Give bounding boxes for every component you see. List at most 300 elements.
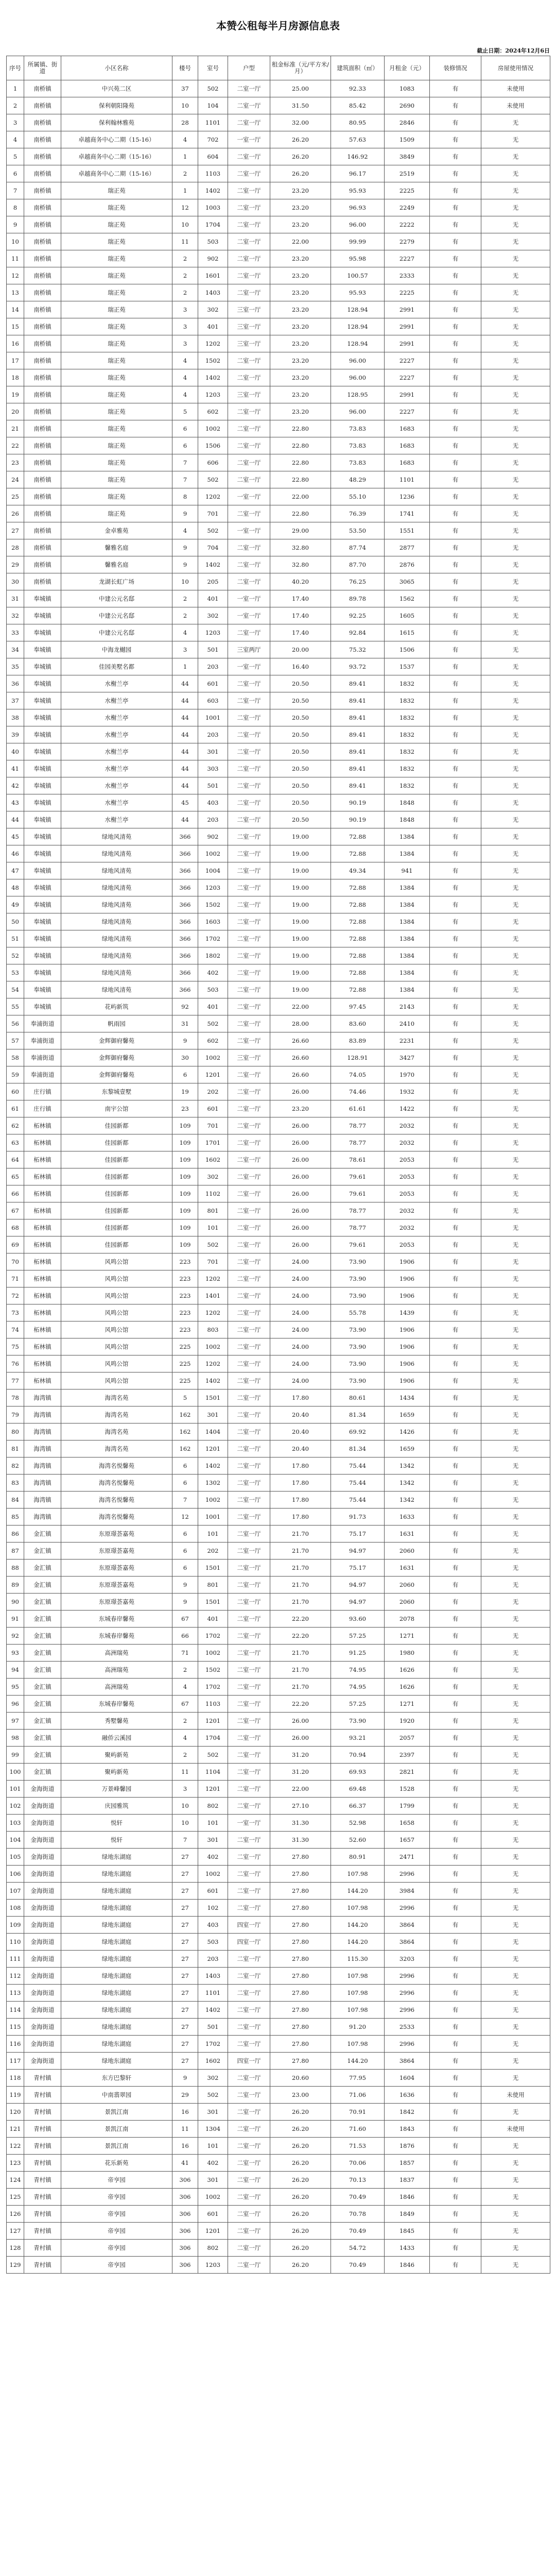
cell-decoration: 有 <box>430 1594 481 1611</box>
cell-decoration: 有 <box>430 2036 481 2053</box>
cell-monthly-rent: 2846 <box>385 114 430 131</box>
cell-rent-standard: 22.00 <box>270 233 331 250</box>
cell-usage: 无 <box>481 1440 550 1458</box>
cell-monthly-rent: 3864 <box>385 2053 430 2070</box>
cell-monthly-rent: 2032 <box>385 1219 430 1236</box>
cell-usage: 无 <box>481 1066 550 1083</box>
cell-area: 96.00 <box>331 369 385 386</box>
cell-community: 风鸣公馆 <box>61 1253 172 1270</box>
cell-building: 4 <box>172 1730 198 1747</box>
cell-town: 南桥镇 <box>24 233 61 250</box>
cell-decoration: 有 <box>430 369 481 386</box>
cell-monthly-rent: 1906 <box>385 1270 430 1287</box>
cell-building: 27 <box>172 1900 198 1917</box>
cell-decoration: 有 <box>430 1372 481 1389</box>
cell-monthly-rent: 1384 <box>385 930 430 947</box>
cell-room: 606 <box>198 454 228 471</box>
cell-building: 306 <box>172 2172 198 2189</box>
cell-room: 1203 <box>198 624 228 641</box>
cell-usage: 无 <box>481 1423 550 1440</box>
cell-building: 9 <box>172 556 198 573</box>
cell-index: 32 <box>7 607 24 624</box>
cell-index: 33 <box>7 624 24 641</box>
cell-layout: 二室一厅 <box>228 2087 270 2104</box>
cell-index: 91 <box>7 1611 24 1628</box>
cell-building: 366 <box>172 913 198 930</box>
cell-monthly-rent: 1683 <box>385 420 430 437</box>
cell-index: 42 <box>7 777 24 794</box>
cell-community: 东方巴黎轩 <box>61 2070 172 2087</box>
cell-area: 75.44 <box>331 1475 385 1492</box>
cell-community: 帝亨园 <box>61 2257 172 2274</box>
cell-area: 72.88 <box>331 913 385 930</box>
cell-usage: 未使用 <box>481 80 550 97</box>
cell-room: 1704 <box>198 1730 228 1747</box>
cell-area: 80.61 <box>331 1389 385 1406</box>
cell-building: 366 <box>172 947 198 964</box>
cell-room: 1702 <box>198 2036 228 2053</box>
cell-town: 金汇镇 <box>24 1730 61 1747</box>
cell-usage: 无 <box>481 1951 550 1968</box>
cell-index: 51 <box>7 930 24 947</box>
cell-index: 27 <box>7 522 24 539</box>
cell-area: 92.25 <box>331 607 385 624</box>
cell-building: 27 <box>172 1968 198 1985</box>
cell-room: 1003 <box>198 199 228 216</box>
cell-community: 绿地东湖庭 <box>61 2053 172 2070</box>
cell-rent-standard: 23.20 <box>270 301 331 318</box>
cell-layout: 二室一厅 <box>228 1696 270 1713</box>
cell-town: 奉浦街道 <box>24 1032 61 1049</box>
cell-community: 东黎城壹墅 <box>61 1083 172 1100</box>
cell-town: 南桥镇 <box>24 352 61 369</box>
cell-layout: 二室一厅 <box>228 845 270 862</box>
cell-community: 绿地东湖庭 <box>61 1866 172 1883</box>
cell-index: 109 <box>7 1917 24 1934</box>
cell-rent-standard: 21.70 <box>270 1543 331 1560</box>
cell-town: 奉浦街道 <box>24 1049 61 1066</box>
cell-rent-standard: 23.20 <box>270 284 331 301</box>
cell-layout: 二室一厅 <box>228 1168 270 1185</box>
cell-decoration: 有 <box>430 335 481 352</box>
cell-index: 98 <box>7 1730 24 1747</box>
cell-decoration: 有 <box>430 488 481 505</box>
cell-usage: 无 <box>481 1679 550 1696</box>
cell-room: 601 <box>198 675 228 692</box>
cell-usage: 无 <box>481 539 550 556</box>
header-monthly-rent: 月租金（元） <box>385 56 430 80</box>
cell-area: 144.20 <box>331 1917 385 1934</box>
cell-monthly-rent: 1631 <box>385 1560 430 1577</box>
cell-community: 高洲瑞苑 <box>61 1645 172 1662</box>
cell-community: 中建公元名邸 <box>61 590 172 607</box>
table-row <box>7 2036 550 2053</box>
cell-town: 金汇镇 <box>24 1747 61 1764</box>
cell-town: 柘林镇 <box>24 1236 61 1253</box>
cell-town: 奉城镇 <box>24 845 61 862</box>
cell-room: 1203 <box>198 2257 228 2274</box>
cell-room: 1501 <box>198 1389 228 1406</box>
cell-community: 水榭兰亭 <box>61 760 172 777</box>
cell-area: 80.95 <box>331 114 385 131</box>
table-row <box>7 454 550 471</box>
cell-community: 绿地东湖庭 <box>61 1883 172 1900</box>
cell-index: 24 <box>7 471 24 488</box>
cell-building: 366 <box>172 896 198 913</box>
cell-index: 122 <box>7 2138 24 2155</box>
cell-rent-standard: 31.30 <box>270 1832 331 1849</box>
cell-rent-standard: 20.50 <box>270 811 331 828</box>
table-row <box>7 981 550 998</box>
cell-community: 瑞正苑 <box>61 318 172 335</box>
cell-building: 306 <box>172 2240 198 2257</box>
cell-index: 80 <box>7 1423 24 1440</box>
cell-community: 绿地东湖庭 <box>61 1849 172 1866</box>
header-area: 建筑面积（㎡） <box>331 56 385 80</box>
cell-usage: 无 <box>481 2002 550 2019</box>
cell-town: 金海街道 <box>24 2053 61 2070</box>
cell-monthly-rent: 1906 <box>385 1372 430 1389</box>
cell-index: 8 <box>7 199 24 216</box>
table-row <box>7 2206 550 2223</box>
cell-usage: 无 <box>481 709 550 726</box>
cell-index: 90 <box>7 1594 24 1611</box>
cell-rent-standard: 26.20 <box>270 2240 331 2257</box>
cell-decoration: 有 <box>430 930 481 947</box>
cell-area: 70.94 <box>331 1747 385 1764</box>
cell-rent-standard: 19.00 <box>270 930 331 947</box>
cell-monthly-rent: 1832 <box>385 675 430 692</box>
cell-index: 67 <box>7 1202 24 1219</box>
cell-rent-standard: 21.70 <box>270 1679 331 1696</box>
cell-decoration: 有 <box>430 1662 481 1679</box>
cell-layout: 二室一厅 <box>228 233 270 250</box>
cell-area: 70.78 <box>331 2206 385 2223</box>
cell-town: 南桥镇 <box>24 556 61 573</box>
cell-usage: 无 <box>481 1321 550 1338</box>
cell-usage: 无 <box>481 1645 550 1662</box>
cell-usage: 无 <box>481 2206 550 2223</box>
cell-community: 绿地风清苑 <box>61 862 172 879</box>
cell-layout: 二室一厅 <box>228 709 270 726</box>
cell-monthly-rent: 2053 <box>385 1236 430 1253</box>
table-row <box>7 1577 550 1594</box>
cell-room: 1502 <box>198 896 228 913</box>
cell-rent-standard: 32.80 <box>270 556 331 573</box>
cell-monthly-rent: 1832 <box>385 709 430 726</box>
cell-decoration: 有 <box>430 1985 481 2002</box>
cell-index: 77 <box>7 1372 24 1389</box>
cell-room: 1002 <box>198 1866 228 1883</box>
cell-rent-standard: 21.70 <box>270 1526 331 1543</box>
cell-layout: 二室一厅 <box>228 1066 270 1083</box>
cell-index: 64 <box>7 1151 24 1168</box>
cell-building: 19 <box>172 1083 198 1100</box>
cell-room: 1002 <box>198 1049 228 1066</box>
cell-usage: 无 <box>481 573 550 590</box>
cell-room: 502 <box>198 2087 228 2104</box>
cell-area: 91.25 <box>331 1645 385 1662</box>
cell-building: 223 <box>172 1270 198 1287</box>
table-row <box>7 1815 550 1832</box>
table-row <box>7 1543 550 1560</box>
cell-monthly-rent: 2471 <box>385 1849 430 1866</box>
table-row <box>7 335 550 352</box>
cell-area: 69.48 <box>331 1781 385 1798</box>
cell-town: 青村镇 <box>24 2240 61 2257</box>
cell-monthly-rent: 2821 <box>385 1764 430 1781</box>
cell-area: 107.98 <box>331 2002 385 2019</box>
table-row <box>7 930 550 947</box>
cell-town: 柘林镇 <box>24 1304 61 1321</box>
cell-town: 南桥镇 <box>24 403 61 420</box>
cell-usage: 无 <box>481 641 550 658</box>
cell-decoration: 有 <box>430 845 481 862</box>
cell-layout: 二室一厅 <box>228 726 270 743</box>
table-row <box>7 250 550 267</box>
cell-community: 景凯江南 <box>61 2138 172 2155</box>
cell-layout: 二室一厅 <box>228 2104 270 2121</box>
cell-usage: 无 <box>481 1577 550 1594</box>
cell-monthly-rent: 1236 <box>385 488 430 505</box>
cell-area: 93.60 <box>331 1611 385 1628</box>
cell-building: 109 <box>172 1185 198 1202</box>
cell-decoration: 有 <box>430 1679 481 1696</box>
header-room: 室号 <box>198 56 228 80</box>
cell-monthly-rent: 1342 <box>385 1475 430 1492</box>
cell-community: 聚屿新苑 <box>61 1747 172 1764</box>
cell-index: 23 <box>7 454 24 471</box>
table-row <box>7 1849 550 1866</box>
cell-usage: 无 <box>481 352 550 369</box>
cell-monthly-rent: 2876 <box>385 556 430 573</box>
cell-community: 卓越商务中心二期（15-16） <box>61 131 172 148</box>
table-row <box>7 641 550 658</box>
cell-rent-standard: 23.20 <box>270 403 331 420</box>
cell-monthly-rent: 1658 <box>385 1815 430 1832</box>
cell-room: 101 <box>198 1219 228 1236</box>
table-row <box>7 97 550 114</box>
cell-usage: 无 <box>481 148 550 165</box>
cell-room: 601 <box>198 2206 228 2223</box>
cell-index: 56 <box>7 1015 24 1032</box>
cell-room: 1401 <box>198 1287 228 1304</box>
cell-monthly-rent: 1970 <box>385 1066 430 1083</box>
cell-layout: 二室一厅 <box>228 437 270 454</box>
cell-town: 金汇镇 <box>24 1696 61 1713</box>
cell-layout: 一室一厅 <box>228 590 270 607</box>
cell-decoration: 有 <box>430 862 481 879</box>
table-row <box>7 1287 550 1304</box>
cell-layout: 二室一厅 <box>228 1662 270 1679</box>
cell-layout: 二室一厅 <box>228 1781 270 1798</box>
cell-layout: 二室一厅 <box>228 1492 270 1509</box>
cell-building: 23 <box>172 1100 198 1117</box>
cell-layout: 二室一厅 <box>228 148 270 165</box>
table-row <box>7 2087 550 2104</box>
cell-town: 金汇镇 <box>24 1611 61 1628</box>
cell-layout: 二室一厅 <box>228 2002 270 2019</box>
cell-room: 701 <box>198 1117 228 1134</box>
cell-room: 302 <box>198 607 228 624</box>
table-row <box>7 1270 550 1287</box>
cell-community: 水榭兰亭 <box>61 811 172 828</box>
cell-decoration: 有 <box>430 1219 481 1236</box>
cell-decoration: 有 <box>430 131 481 148</box>
table-row <box>7 896 550 913</box>
cell-town: 南桥镇 <box>24 165 61 182</box>
cell-area: 72.88 <box>331 930 385 947</box>
cell-community: 帝亨园 <box>61 2206 172 2223</box>
cell-monthly-rent: 1906 <box>385 1287 430 1304</box>
cell-index: 7 <box>7 182 24 199</box>
cell-decoration: 有 <box>430 641 481 658</box>
cell-community: 海湾名悦馨苑 <box>61 1509 172 1526</box>
table-row <box>7 1985 550 2002</box>
cell-index: 99 <box>7 1747 24 1764</box>
table-row <box>7 369 550 386</box>
cell-room: 101 <box>198 2138 228 2155</box>
cell-monthly-rent: 1741 <box>385 505 430 522</box>
cell-layout: 二室一厅 <box>228 1287 270 1304</box>
table-row <box>7 437 550 454</box>
cell-room: 1506 <box>198 437 228 454</box>
cell-building: 109 <box>172 1168 198 1185</box>
cell-usage: 无 <box>481 284 550 301</box>
table-row <box>7 760 550 777</box>
cell-area: 92.33 <box>331 80 385 97</box>
cell-building: 9 <box>172 1032 198 1049</box>
cell-decoration: 有 <box>430 1185 481 1202</box>
cell-decoration: 有 <box>430 2121 481 2138</box>
cell-decoration: 有 <box>430 1917 481 1934</box>
cell-room: 403 <box>198 1917 228 1934</box>
cell-area: 89.41 <box>331 760 385 777</box>
cell-usage: 无 <box>481 318 550 335</box>
cell-rent-standard: 26.20 <box>270 2121 331 2138</box>
cell-room: 803 <box>198 1321 228 1338</box>
cell-index: 121 <box>7 2121 24 2138</box>
cell-community: 风鸣公馆 <box>61 1355 172 1372</box>
cell-monthly-rent: 2991 <box>385 335 430 352</box>
cell-room: 601 <box>198 1883 228 1900</box>
cell-layout: 二室一厅 <box>228 964 270 981</box>
cell-rent-standard: 23.20 <box>270 199 331 216</box>
cell-index: 83 <box>7 1475 24 1492</box>
cell-room: 1002 <box>198 2189 228 2206</box>
cell-town: 柘林镇 <box>24 1202 61 1219</box>
cell-layout: 二室一厅 <box>228 471 270 488</box>
cell-usage: 无 <box>481 1849 550 1866</box>
cell-rent-standard: 20.50 <box>270 692 331 709</box>
cell-layout: 二室一厅 <box>228 1798 270 1815</box>
cell-community: 瑞正苑 <box>61 335 172 352</box>
cell-area: 146.92 <box>331 148 385 165</box>
cell-building: 366 <box>172 964 198 981</box>
cell-monthly-rent: 1384 <box>385 845 430 862</box>
cell-usage: 无 <box>481 1304 550 1321</box>
table-row <box>7 1764 550 1781</box>
cell-layout: 二室一厅 <box>228 1440 270 1458</box>
cell-area: 90.19 <box>331 794 385 811</box>
cell-monthly-rent: 1832 <box>385 760 430 777</box>
cell-room: 202 <box>198 1083 228 1100</box>
cell-rent-standard: 19.00 <box>270 845 331 862</box>
cell-building: 366 <box>172 879 198 896</box>
cell-town: 金海街道 <box>24 2036 61 2053</box>
cell-index: 49 <box>7 896 24 913</box>
cell-rent-standard: 32.00 <box>270 114 331 131</box>
cell-area: 128.94 <box>331 335 385 352</box>
table-row <box>7 2104 550 2121</box>
cell-decoration: 有 <box>430 1083 481 1100</box>
cell-usage: 无 <box>481 250 550 267</box>
cell-room: 1403 <box>198 284 228 301</box>
cell-rent-standard: 26.00 <box>270 1168 331 1185</box>
cell-building: 10 <box>172 216 198 233</box>
cell-town: 南桥镇 <box>24 114 61 131</box>
cell-community: 东城春岸馨苑 <box>61 1611 172 1628</box>
cell-rent-standard: 26.00 <box>270 1219 331 1236</box>
cell-room: 502 <box>198 80 228 97</box>
cell-layout: 二室一厅 <box>228 267 270 284</box>
cell-area: 94.97 <box>331 1543 385 1560</box>
cell-area: 52.98 <box>331 1815 385 1832</box>
cell-usage: 未使用 <box>481 2087 550 2104</box>
cell-monthly-rent: 1932 <box>385 1083 430 1100</box>
table-row <box>7 1219 550 1236</box>
table-row <box>7 1747 550 1764</box>
cell-usage: 无 <box>481 1406 550 1423</box>
cell-community: 东原璟荟嘉苑 <box>61 1560 172 1577</box>
table-row <box>7 1781 550 1798</box>
cell-town: 金汇镇 <box>24 1628 61 1645</box>
cell-community: 绿地风清苑 <box>61 930 172 947</box>
cell-rent-standard: 20.50 <box>270 777 331 794</box>
cell-usage: 无 <box>481 2240 550 2257</box>
cell-town: 南桥镇 <box>24 505 61 522</box>
cell-index: 115 <box>7 2019 24 2036</box>
cell-usage: 无 <box>481 335 550 352</box>
cell-usage: 无 <box>481 2053 550 2070</box>
cell-town: 奉城镇 <box>24 964 61 981</box>
cell-rent-standard: 17.80 <box>270 1492 331 1509</box>
cell-usage: 无 <box>481 1560 550 1577</box>
cell-monthly-rent: 1384 <box>385 913 430 930</box>
cell-area: 96.00 <box>331 352 385 369</box>
cell-layout: 二室一厅 <box>228 2121 270 2138</box>
cell-decoration: 有 <box>430 2223 481 2240</box>
cell-index: 18 <box>7 369 24 386</box>
cell-rent-standard: 17.80 <box>270 1458 331 1475</box>
cell-rent-standard: 17.40 <box>270 624 331 641</box>
cell-decoration: 有 <box>430 2206 481 2223</box>
cell-area: 80.91 <box>331 1849 385 1866</box>
cell-index: 41 <box>7 760 24 777</box>
cell-index: 84 <box>7 1492 24 1509</box>
cell-decoration: 有 <box>430 1492 481 1509</box>
cell-building: 306 <box>172 2257 198 2274</box>
table-row <box>7 1406 550 1423</box>
cell-rent-standard: 20.40 <box>270 1440 331 1458</box>
cell-usage: 无 <box>481 675 550 692</box>
cell-rent-standard: 31.50 <box>270 97 331 114</box>
cell-town: 奉城镇 <box>24 743 61 760</box>
table-row <box>7 1492 550 1509</box>
cell-monthly-rent: 1636 <box>385 2087 430 2104</box>
cell-area: 57.25 <box>331 1696 385 1713</box>
cell-monthly-rent: 2991 <box>385 386 430 403</box>
